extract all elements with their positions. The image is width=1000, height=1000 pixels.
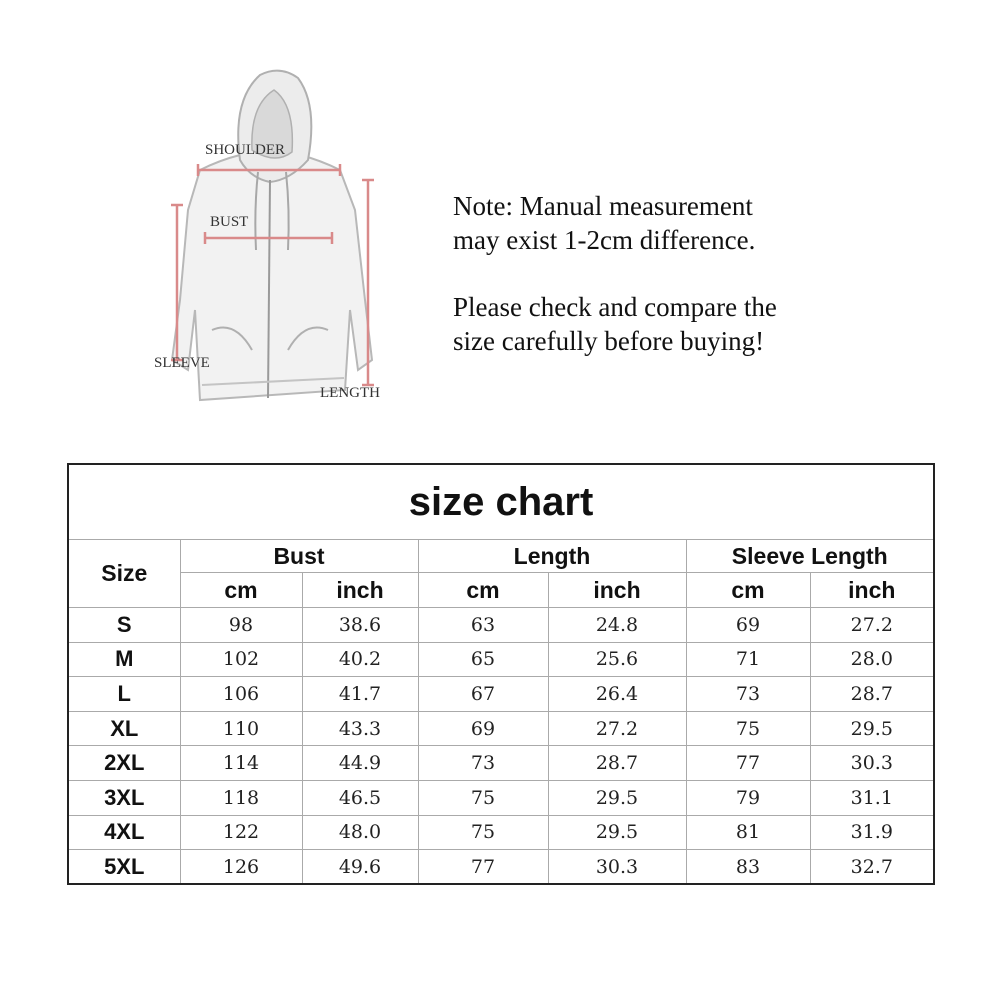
sleeve-cm-cell: 75 [686, 711, 810, 746]
size-chart-title: size chart [68, 464, 934, 540]
length-inch-cell: 26.4 [548, 677, 686, 712]
sleeve-inch-header: inch [810, 573, 934, 608]
size-cell: 5XL [68, 850, 180, 885]
sleeve-cm-cell: 83 [686, 850, 810, 885]
size-rows [68, 608, 934, 885]
size-cell: S [68, 608, 180, 643]
size-cell: L [68, 677, 180, 712]
table-row [68, 815, 934, 850]
length-cm-cell: 73 [418, 746, 548, 781]
length-cm-cell: 67 [418, 677, 548, 712]
bust-inch-cell: 40.2 [302, 642, 418, 677]
length-cm-cell: 63 [418, 608, 548, 643]
table-row [68, 850, 934, 885]
sleeve-cm-cell: 81 [686, 815, 810, 850]
note-line-1: Note: Manual measurement [453, 191, 753, 221]
size-cell: 2XL [68, 746, 180, 781]
sleeve-inch-cell: 29.5 [810, 711, 934, 746]
bust-group-header: Bust [180, 540, 418, 573]
length-inch-cell: 27.2 [548, 711, 686, 746]
size-cell: M [68, 642, 180, 677]
bust-cm-cell: 122 [180, 815, 302, 850]
sleeve-inch-cell: 31.1 [810, 780, 934, 815]
length-inch-header: inch [548, 573, 686, 608]
sleeve-cm-cell: 69 [686, 608, 810, 643]
length-inch-cell: 29.5 [548, 780, 686, 815]
sleeve-cm-cell: 71 [686, 642, 810, 677]
size-chart-table [67, 463, 935, 885]
bust-inch-cell: 41.7 [302, 677, 418, 712]
length-cm-cell: 65 [418, 642, 548, 677]
note-line-3: Please check and compare the [453, 292, 777, 322]
sleeve-inch-cell: 30.3 [810, 746, 934, 781]
table-row [68, 608, 934, 643]
sleeve-inch-cell: 28.7 [810, 677, 934, 712]
bust-cm-cell: 102 [180, 642, 302, 677]
table-row [68, 642, 934, 677]
length-inch-cell: 28.7 [548, 746, 686, 781]
sleeve-length-group-header: Sleeve Length [686, 540, 934, 573]
note-line-4: size carefully before buying! [453, 326, 765, 356]
note-line-2: may exist 1-2cm difference. [453, 225, 756, 255]
size-cell: 4XL [68, 815, 180, 850]
length-cm-cell: 77 [418, 850, 548, 885]
table-row [68, 746, 934, 781]
length-label: LENGTH [320, 385, 380, 401]
length-group-header: Length [418, 540, 686, 573]
length-cm-cell: 75 [418, 780, 548, 815]
hoodie-illustration [140, 60, 400, 420]
sleeve-cm-cell: 79 [686, 780, 810, 815]
size-column-header: Size [68, 540, 180, 608]
bust-inch-cell: 46.5 [302, 780, 418, 815]
bust-cm-cell: 114 [180, 746, 302, 781]
sleeve-cm-cell: 73 [686, 677, 810, 712]
bust-cm-cell: 110 [180, 711, 302, 746]
bust-inch-cell: 43.3 [302, 711, 418, 746]
bust-cm-header: cm [180, 573, 302, 608]
bust-inch-cell: 38.6 [302, 608, 418, 643]
size-cell: XL [68, 711, 180, 746]
bust-inch-cell: 48.0 [302, 815, 418, 850]
sleeve-inch-cell: 28.0 [810, 642, 934, 677]
bust-cm-cell: 118 [180, 780, 302, 815]
bust-label: BUST [210, 214, 249, 230]
length-inch-cell: 30.3 [548, 850, 686, 885]
bust-inch-header: inch [302, 573, 418, 608]
length-inch-cell: 25.6 [548, 642, 686, 677]
shoulder-label: SHOULDER [205, 142, 286, 158]
bust-cm-cell: 126 [180, 850, 302, 885]
sleeve-inch-cell: 32.7 [810, 850, 934, 885]
length-inch-cell: 29.5 [548, 815, 686, 850]
length-cm-cell: 75 [418, 815, 548, 850]
length-inch-cell: 24.8 [548, 608, 686, 643]
table-row [68, 711, 934, 746]
size-cell: 3XL [68, 780, 180, 815]
sleeve-label: SLEEVE [154, 355, 210, 371]
bust-inch-cell: 49.6 [302, 850, 418, 885]
bust-cm-cell: 98 [180, 608, 302, 643]
table-row [68, 677, 934, 712]
sleeve-cm-header: cm [686, 573, 810, 608]
length-cm-header: cm [418, 573, 548, 608]
length-cm-cell: 69 [418, 711, 548, 746]
table-row [68, 780, 934, 815]
bust-inch-cell: 44.9 [302, 746, 418, 781]
bust-cm-cell: 106 [180, 677, 302, 712]
sleeve-inch-cell: 31.9 [810, 815, 934, 850]
sleeve-cm-cell: 77 [686, 746, 810, 781]
sleeve-inch-cell: 27.2 [810, 608, 934, 643]
